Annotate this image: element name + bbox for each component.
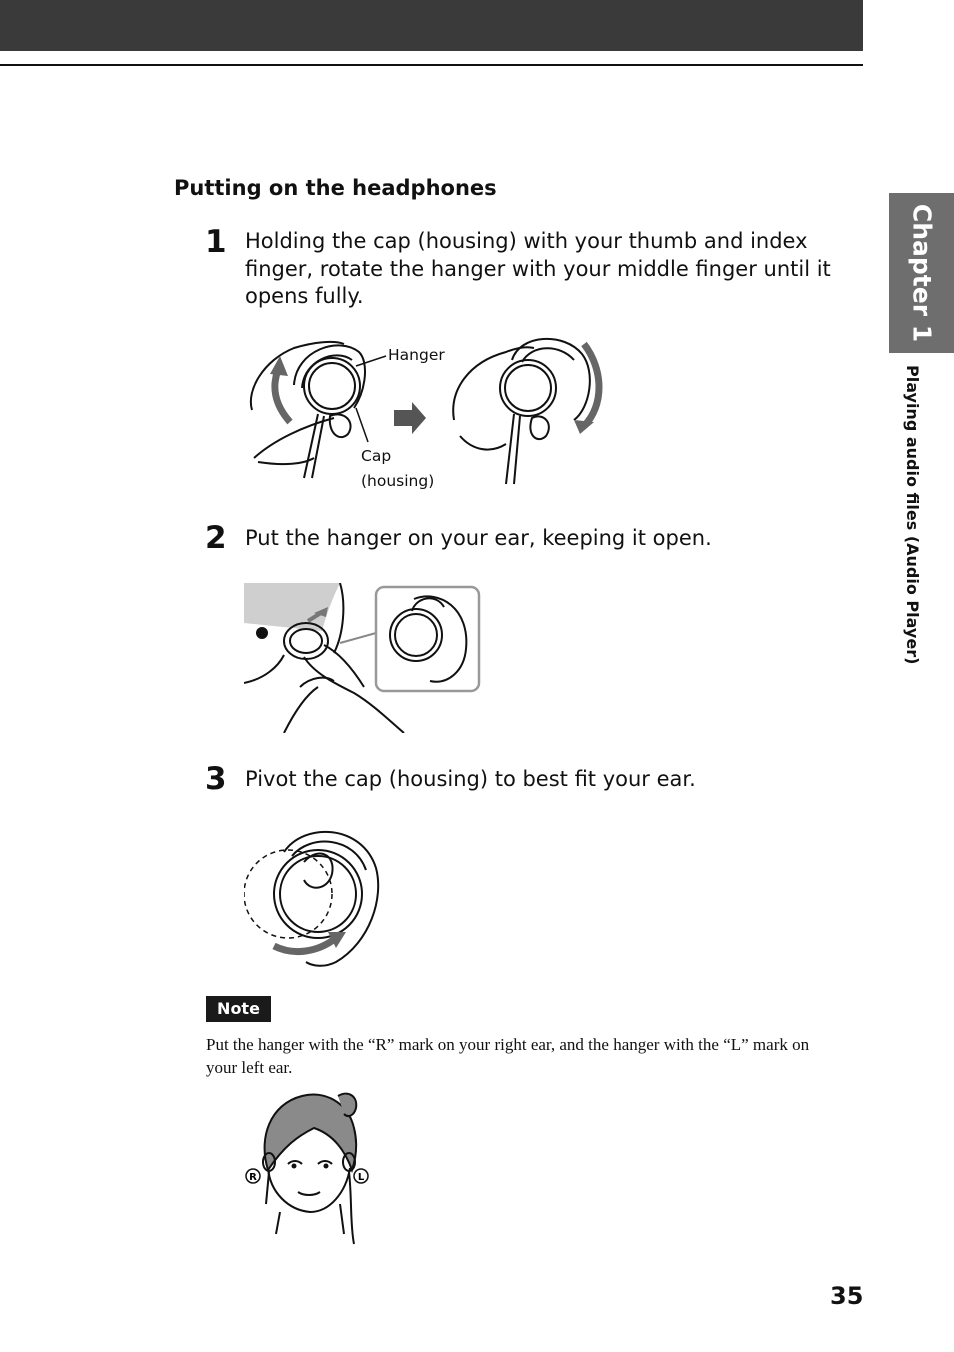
step-3-number: 3 (205, 761, 227, 797)
cap-callout-line1: Cap (361, 447, 392, 465)
right-mark: R (249, 1172, 257, 1183)
figure-hanger-on-ear (244, 583, 484, 733)
note-badge: Note (206, 996, 271, 1022)
step-2-number: 2 (205, 520, 227, 556)
step-3-text: Pivot the cap (housing) to best fit your ear. (245, 767, 696, 791)
chapter-tab (889, 193, 954, 353)
header-band (0, 0, 863, 51)
section-title: Putting on the headphones (174, 176, 497, 200)
figure-head-with-headphones (240, 1088, 374, 1246)
cap-callout-line2: (housing) (361, 472, 435, 490)
left-mark: L (357, 1172, 365, 1183)
chapter-label: Chapter 1 (907, 203, 936, 343)
step-2-text: Put the hanger on your ear, keeping it open. (245, 526, 712, 550)
page-number: 35 (830, 1282, 864, 1310)
header-rule (0, 64, 863, 66)
step-1-number: 1 (205, 224, 227, 260)
figure-pivot-cap (244, 822, 384, 970)
note-text: Put the hanger with the “R” mark on your right ear, and the hanger with the “L” mark on your left ear. (206, 1035, 810, 1077)
running-section-title: Playing audio files (Audio Player) (903, 365, 922, 665)
hanger-callout: Hanger (388, 346, 445, 364)
step-1-text: Holding the cap (housing) with your thumb and index finger, rotate the hanger with your middle finger until it opens fully. (245, 229, 831, 308)
